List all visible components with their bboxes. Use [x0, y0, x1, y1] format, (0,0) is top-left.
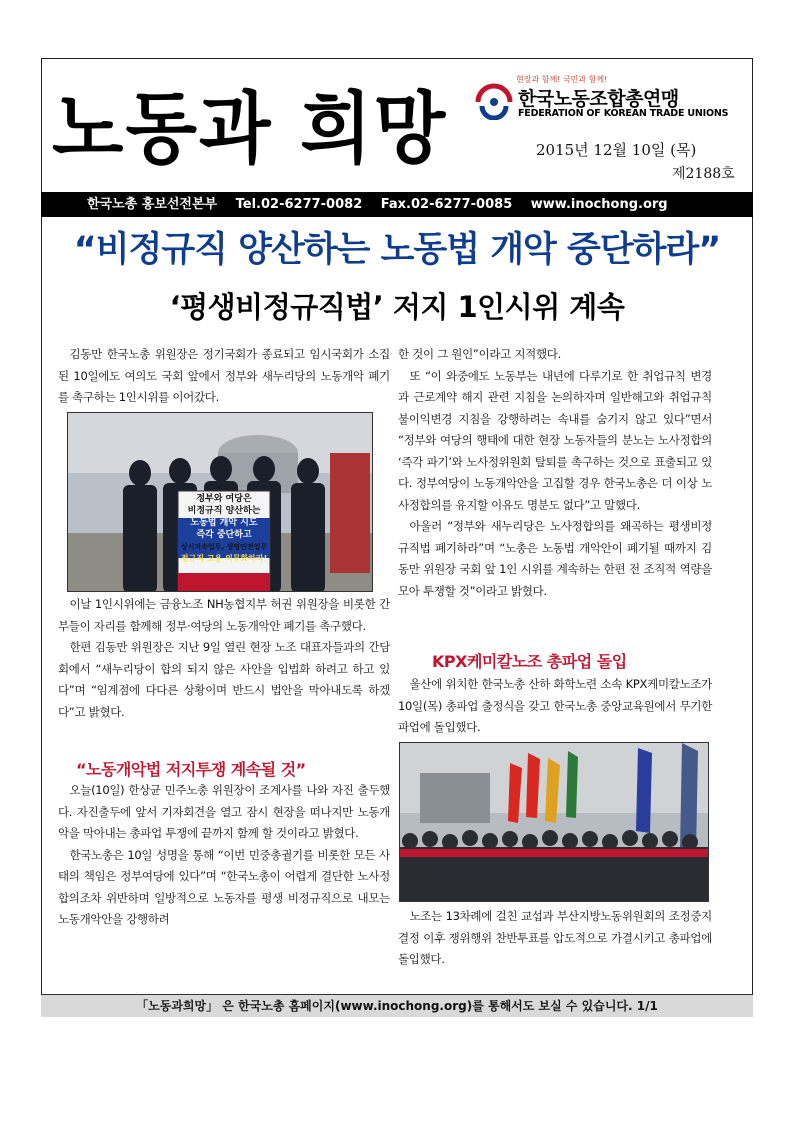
- right-column-mid: [398, 674, 712, 739]
- right-column-bottom: [398, 906, 712, 971]
- website-link[interactable]: www.inochong.org: [530, 197, 668, 212]
- left-column-cont: [58, 594, 390, 723]
- left-paragraph-4: 오늘(10일) 한상균 민주노총 위원장이 조계사를 나와 자진 출두했다. 자진출두에 앞서 기자회견을 열고 잠시 현장을 떠나지만 노동개악을 막아내는 총파업 투쟁에 끝까지 함께 할 것이라고 밝혔다.: [58, 783, 390, 840]
- issue-date: 2015년 12월 10일 (목): [536, 141, 697, 159]
- sign-line: 즉각 중단하고: [196, 530, 252, 540]
- phone-number: Tel.02-6277-0082: [235, 197, 363, 212]
- fktu-logo-icon: [474, 80, 514, 120]
- section-title-right: KPX케미칼노조 총파업 돌입: [432, 652, 627, 671]
- right-paragraph-4: 울산에 위치한 한국노총 산하 화학노련 소속 KPX케미칼노조가 10일(목) 총파업 출정식을 갖고 한국노총 중앙교육원에서 무기한 파업에 돌입했다.: [398, 677, 712, 734]
- subheadline: ‘평생비정규직법’ 저지 1인시위 계속: [169, 290, 625, 324]
- left-paragraph-1: 김동만 한국노총 위원장은 정기국회가 종료되고 임시국회가 소집된 10일에도 여의도 국회 앞에서 정부와 새누리당의 노동개악 폐기를 촉구하는 1인시위를 이어갔다.: [58, 347, 390, 404]
- org-name-english: FEDERATION OF KOREAN TRADE UNIONS: [518, 108, 729, 119]
- strike-photo: [399, 742, 709, 902]
- right-paragraph-2: 또 “이 와중에도 노동부는 내년에 다루기로 한 취업규칙 변경과 근로계약 해지 관련 지침을 논의하자며 일반해고와 취업규칙 불이익변경 지침을 강행하려는 속내를 숨기지 않고 있다”면서 “정부와 여당의 행태에 대한 현장 노동자들의 분노는 노사정합의 ‘즉각 파기’와 노사정위원회 탈퇴를 촉구하는 것으로 표출되고 있다. 정부여당이 노동개악안을 고집할 경우 한국노총은 더 이상 노사정합의를 유지할 이유도 명분도 없다”고 말했다.: [398, 368, 712, 512]
- sign-line: 비정규직 양산하는: [187, 506, 261, 516]
- slogan: 현장과 함께! 국민과 함께!: [516, 75, 608, 84]
- left-column: [58, 344, 390, 409]
- section-title-left: “노동개악법 저지투쟁 계속될 것”: [76, 760, 306, 779]
- protest-sign: [179, 493, 269, 565]
- right-column: [398, 344, 712, 602]
- left-paragraph-3: 한편 김동만 위원장은 지난 9일 열린 현장 노조 대표자들과의 간담회에서 “새누리당이 합의 되지 않은 사안을 입법화 하려고 하고 있다”며 “임계점에 다다른 상황이며 반드시 법안을 막아내도록 하겠다”고 밝혔다.: [58, 640, 390, 719]
- info-bar: [41, 192, 753, 217]
- headline: “비정규직 양산하는 노동법 개악 중단하라”: [73, 230, 721, 270]
- issue-number: 제2188호: [672, 166, 735, 182]
- sign-line: 정규직 고용 의무화하라!: [180, 554, 268, 563]
- right-paragraph-3: 아울러 “정부와 새누리당은 노사정합의를 왜곡하는 평생비정규직법 폐기하라”며 “노총은 노동법 개악안이 폐기될 때까지 김동만 위원장 국회 앞 1인 시위를 계속하는 한편 전 조직적 역량을 모아 투쟁할 것”이라고 밝혔다.: [398, 519, 712, 598]
- footer-bar: 「노동과희망」 은 한국노총 홈페이지(www.inochong.org)를 통해서도 보실 수 있습니다. 1/1: [41, 994, 753, 1017]
- right-paragraph-1: 한 것이 그 원인”이라고 지적했다.: [398, 347, 561, 361]
- sign-line: 정부와 여당은: [196, 494, 252, 504]
- dept-name: 한국노총 홍보선전본부: [87, 197, 218, 212]
- right-paragraph-5: 노조는 13차례에 걸친 교섭과 부산지방노동위원회의 조정중지결정 이후 쟁위행위 찬반투표를 압도적으로 가결시키고 총파업에 돌입했다.: [398, 909, 712, 966]
- fax-number: Fax.02-6277-0085: [380, 197, 513, 212]
- left-paragraph-2: 이날 1인시위에는 금융노조 NH농협지부 허권 위원장을 비롯한 간부들이 자리를 함께해 정부·여당의 노동개악안 폐기를 촉구했다.: [58, 597, 390, 633]
- sign-line: 노동법 개악 시도: [190, 518, 258, 528]
- strike-photo-image: [400, 743, 709, 902]
- left-column-bottom: [58, 780, 390, 931]
- org-name-korean: 한국노동조합총연맹: [518, 88, 679, 110]
- left-paragraph-5: 한국노총은 10일 성명을 통해 “이번 민중총궐기를 비롯한 모든 사태의 책임은 정부여당에 있다”며 “한국노총이 어렵게 결단한 노사정합의조차 위반하며 일방적으로 노동자를 평생 비정규직으로 내모는 노동개악안을 강행하려: [58, 847, 390, 926]
- masthead-title: 노동과 희망: [52, 84, 448, 175]
- sign-line: 상시지속업무, 생명안전업무: [180, 543, 268, 551]
